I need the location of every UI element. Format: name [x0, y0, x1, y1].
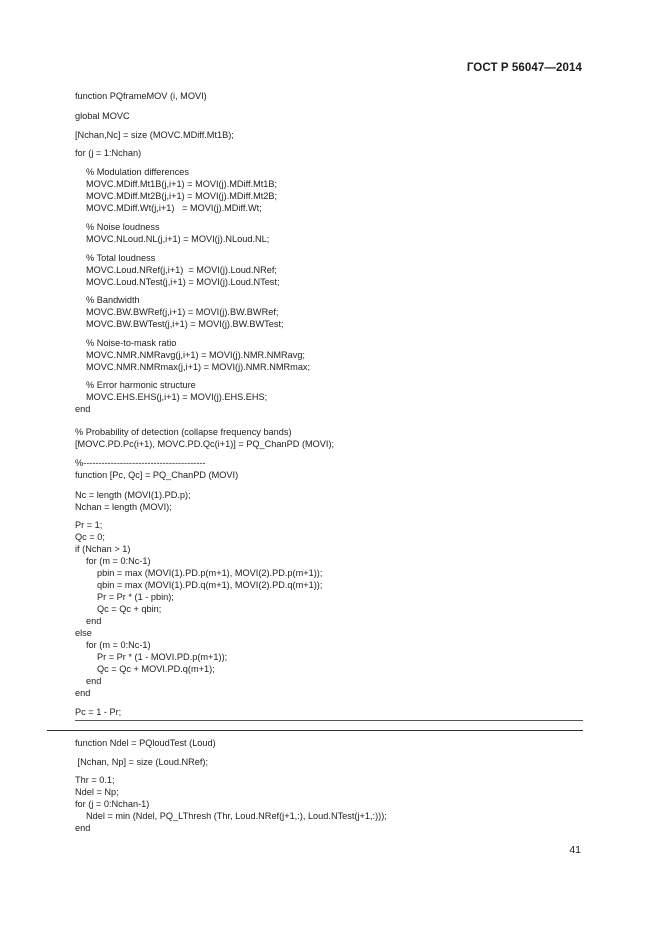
standard-code-header: ГОСТ Р 56047—2014 — [466, 62, 582, 74]
code-line: function Ndel = PQloudTest (Loud) — [75, 738, 216, 748]
code-line: MOVC.EHS.EHS(j,i+1) = MOVI(j).EHS.EHS; — [86, 392, 268, 402]
code-line: end — [75, 823, 91, 833]
code-line: if (Nchan > 1) — [75, 544, 131, 554]
code-line: MOVC.BW.BWTest(j,i+1) = MOVI(j).BW.BWTest; — [86, 319, 284, 329]
code-line: MOVC.Loud.NTest(j,i+1) = MOVI(j).Loud.NTest; — [86, 277, 280, 287]
code-line: Qc = 0; — [75, 532, 105, 542]
code-line: Pc = 1 - Pr; — [75, 707, 122, 717]
code-line: %---------------------------------------- — [75, 458, 206, 468]
code-line: Nchan = length (MOVI); — [75, 502, 172, 512]
code-line: Ndel = Np; — [75, 787, 119, 797]
code-line: MOVC.NMR.NMRmax(j,i+1) = MOVI(j).NMR.NMRmax; — [86, 362, 311, 372]
code-line: Qc = Qc + qbin; — [97, 604, 162, 614]
code-line: Pr = Pr * (1 - pbin); — [97, 592, 174, 602]
code-line: MOVC.MDiff.Mt1B(j,i+1) = MOVI(j).MDiff.Mt1B; — [86, 179, 278, 189]
code-line: [MOVC.PD.Pc(i+1), MOVC.PD.Qc(i+1)] = PQ_ChanPD (MOVI); — [75, 439, 335, 449]
code-line: end — [86, 616, 102, 626]
code-line: qbin = max (MOVI(1).PD.q(m+1), MOVI(2).PD.q(m+1)); — [97, 580, 323, 590]
code-line: [Nchan, Np] = size (Loud.NRef); — [75, 757, 209, 767]
code-line: Thr = 0.1; — [75, 775, 115, 785]
code-line: else — [75, 628, 92, 638]
code-line: end — [75, 404, 91, 414]
code-line: for (m = 0:Nc-1) — [86, 640, 151, 650]
code-line: Qc = Qc + MOVI.PD.q(m+1); — [97, 664, 215, 674]
code-line: MOVC.MDiff.Wt(j,i+1) = MOVI(j).MDiff.Wt; — [86, 203, 262, 213]
code-line: % Error harmonic structure — [86, 380, 196, 390]
code-line: Pr = Pr * (1 - MOVI.PD.p(m+1)); — [97, 652, 228, 662]
code-line: Pr = 1; — [75, 520, 103, 530]
section-divider-thin — [75, 720, 583, 721]
code-line: for (j = 0:Nchan-1) — [75, 799, 150, 809]
code-line: function PQframeMOV (i, MOVI) — [75, 91, 207, 101]
code-line: pbin = max (MOVI(1).PD.p(m+1), MOVI(2).PD.p(m+1)); — [97, 568, 323, 578]
code-line: % Total loudness — [86, 253, 156, 263]
code-line: global MOVC — [75, 111, 130, 121]
code-line: % Noise loudness — [86, 222, 160, 232]
code-line: for (m = 0:Nc-1) — [86, 556, 151, 566]
code-line: for (j = 1:Nchan) — [75, 148, 142, 158]
code-line: function [Pc, Qc] = PQ_ChanPD (MOVI) — [75, 470, 239, 480]
code-line: MOVC.Loud.NRef(j,i+1) = MOVI(j).Loud.NRef; — [86, 265, 277, 275]
code-line: MOVC.NMR.NMRavg(j,i+1) = MOVI(j).NMR.NMRavg; — [86, 350, 305, 360]
code-line: MOVC.BW.BWRef(j,i+1) = MOVI(j).BW.BWRef; — [86, 307, 279, 317]
code-line: MOVC.NLoud.NL(j,i+1) = MOVI(j).NLoud.NL; — [86, 234, 270, 244]
code-line: [Nchan,Nc] = size (MOVC.MDiff.Mt1B); — [75, 130, 234, 140]
code-line: % Bandwidth — [86, 295, 140, 305]
code-line: end — [75, 688, 91, 698]
code-line: MOVC.MDiff.Mt2B(j,i+1) = MOVI(j).MDiff.Mt2B; — [86, 191, 278, 201]
code-line: end — [86, 676, 102, 686]
page-number: 41 — [569, 844, 581, 856]
section-divider — [47, 730, 583, 731]
code-line: Nc = length (MOVI(1).PD.p); — [75, 490, 191, 500]
code-line: % Noise-to-mask ratio — [86, 338, 177, 348]
code-line: Ndel = min (Ndel, PQ_LThresh (Thr, Loud.NRef(j+1,:), Loud.NTest(j+1,:))); — [86, 811, 387, 821]
code-line: % Probability of detection (collapse frequency bands) — [75, 427, 292, 437]
code-line: % Modulation differences — [86, 167, 189, 177]
